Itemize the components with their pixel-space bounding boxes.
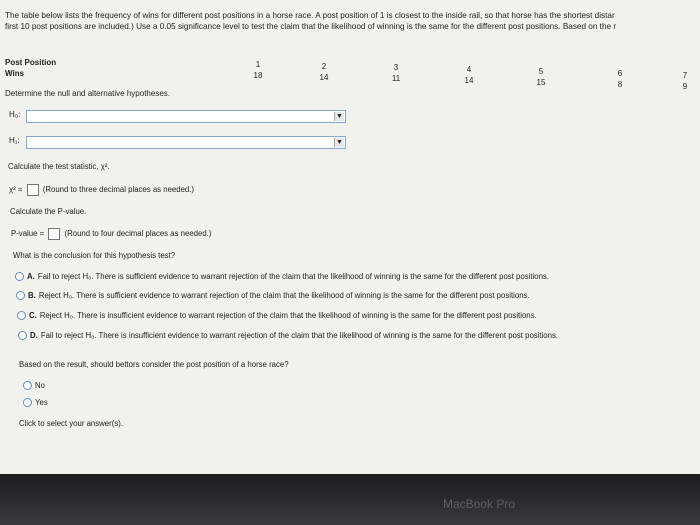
option-text: Reject H₀. There is sufficient evidence to warrant rejection of the claim that the likelihood of winning is the same for the different post positions. [38, 291, 530, 300]
test-statistic-row [9, 184, 194, 196]
conclusion-option-d[interactable] [18, 331, 558, 340]
conclusion-prompt: What is the conclusion for this hypothesis test? [13, 251, 176, 260]
table-row-label: Wins [5, 69, 25, 78]
option-text: Reject H₀. There is insufficient evidence to warrant rejection of the claim that the likelihood of winning is the same for the different post positions. [39, 311, 537, 320]
h1-label: H₁: [9, 136, 20, 145]
p-value-row [11, 228, 211, 240]
test-statistic-prompt: Calculate the test statistic, χ². [8, 162, 110, 171]
p-value-prompt: Calculate the P-value. [10, 207, 87, 216]
option-letter: A. [27, 272, 35, 281]
position-cell: 4 [466, 65, 472, 74]
option-text: Fail to reject H₀. There is insufficient evidence to warrant rejection of the claim that the likelihood of winning is the same for the different post positions. [40, 331, 559, 340]
wins-cell: 8 [617, 80, 623, 89]
laptop-bezel [0, 474, 700, 525]
question-intro [5, 10, 616, 32]
option-letter: D. [30, 331, 38, 340]
laptop-brand: MacBook Pro [443, 497, 516, 511]
radio-button[interactable] [23, 398, 32, 407]
intro-line-2: first 10 post positions are included.) Use a 0.05 significance level to test the claim that the likelihood of winning is the same for the different post positions. Based on the r [5, 22, 617, 31]
h0-label: H₀: [9, 110, 21, 119]
p-value-note: (Round to four decimal places as needed.) [64, 229, 212, 239]
option-letter: B. [28, 291, 36, 300]
position-cell: 7 [682, 71, 688, 80]
bettors-option-no[interactable] [23, 381, 45, 390]
hypotheses-prompt: Determine the null and alternative hypotheses. [5, 89, 170, 98]
radio-button[interactable] [23, 381, 32, 390]
option-text: Fail to reject H₀. There is sufficient evidence to warrant rejection of the claim that the likelihood of winning is the same for the different post positions. [37, 272, 549, 281]
chevron-down-icon[interactable]: ▼ [334, 112, 344, 121]
position-cell: 5 [538, 67, 544, 76]
radio-button[interactable] [17, 311, 26, 320]
option-text: No [35, 381, 45, 390]
position-cell: 1 [255, 60, 261, 69]
wins-cell: 11 [391, 74, 401, 83]
wins-cell: 14 [464, 76, 474, 85]
chi-square-input[interactable] [27, 184, 39, 196]
conclusion-option-a[interactable] [15, 272, 549, 281]
conclusion-option-b[interactable] [16, 291, 530, 300]
position-cell: 6 [617, 69, 623, 78]
wins-cell: 15 [536, 78, 546, 87]
chi-square-note: (Round to three decimal places as needed.) [42, 185, 195, 195]
radio-button[interactable] [18, 331, 27, 340]
radio-button[interactable] [16, 291, 25, 300]
h1-dropdown[interactable] [26, 136, 346, 149]
position-cell: 3 [393, 63, 399, 72]
wins-cell: 18 [253, 71, 263, 80]
wins-cell: 14 [319, 73, 329, 82]
intro-line-1: The table below lists the frequency of wins for different post positions in a horse race. A post position of 1 is closest to the inside rail, so that horse has the shortest distar [5, 11, 615, 20]
radio-button[interactable] [15, 272, 24, 281]
footer-hint: Click to select your answer(s). [19, 419, 123, 428]
conclusion-option-c[interactable] [17, 311, 537, 320]
wins-cell: 9 [682, 82, 688, 91]
p-value-label: P-value = [11, 229, 45, 239]
h0-dropdown[interactable] [26, 110, 346, 123]
chi-square-label: χ² = [9, 185, 23, 195]
option-text: Yes [35, 398, 48, 407]
position-cell: 2 [321, 62, 327, 71]
bettors-prompt: Based on the result, should bettors consider the post position of a horse race? [19, 360, 289, 369]
table-header-label: Post Position [5, 58, 57, 67]
p-value-input[interactable] [48, 228, 60, 240]
option-letter: C. [29, 311, 37, 320]
chevron-down-icon[interactable]: ▼ [334, 138, 344, 147]
bettors-option-yes[interactable] [23, 398, 48, 407]
